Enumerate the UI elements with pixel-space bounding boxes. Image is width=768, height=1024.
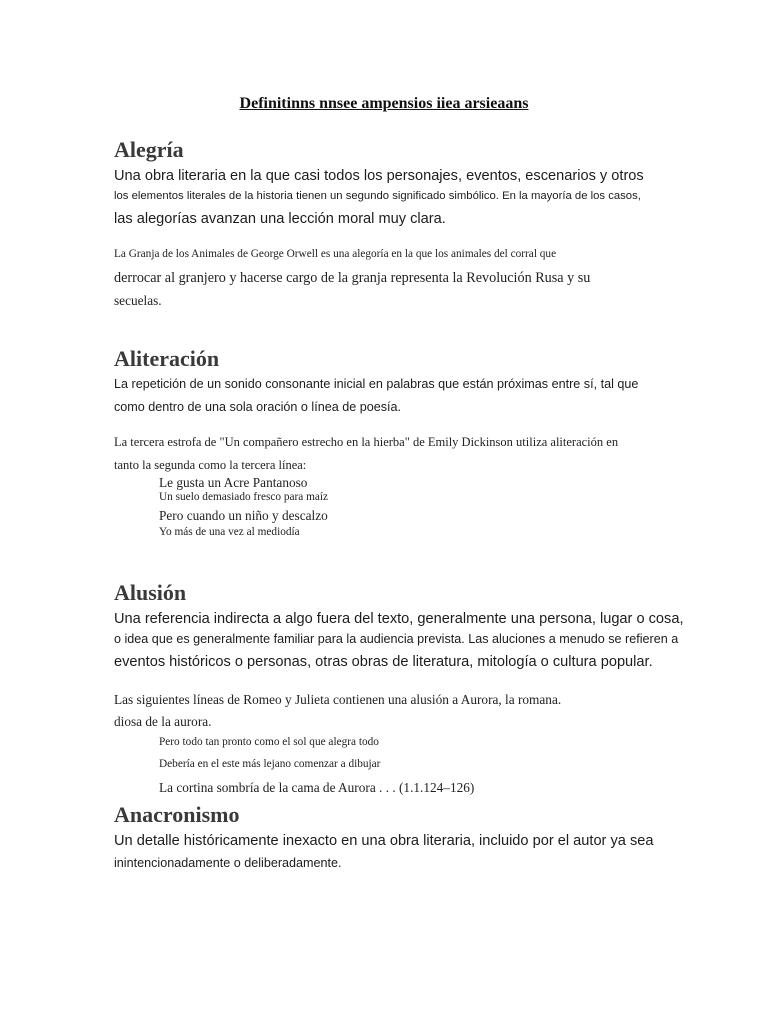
example-line: secuelas.: [114, 293, 162, 308]
definition-line: los elementos literales de la historia tienen un segundo significado simbólico. En la mayoría de los casos,: [114, 190, 641, 202]
quote-line: Pero todo tan pronto como el sol que alegra todo: [159, 736, 379, 748]
definition-line: eventos históricos o personas, otras obras de literatura, mitología o cultura popular.: [114, 654, 653, 670]
example-line: La Granja de los Animales de George Orwell es una alegoría en la que los animales del corral que: [114, 248, 557, 260]
definition-line: La repetición de un sonido consonante inicial en palabras que están próximas entre sí, tal que: [114, 377, 639, 391]
section-heading-aliteracion: Aliteración: [114, 346, 220, 371]
quote-line: La cortina sombría de la cama de Aurora . . . (1.1.124–126): [159, 780, 475, 795]
quote-line: Le gusta un Acre Pantanoso: [159, 475, 308, 490]
example-line: diosa de la aurora.: [114, 714, 212, 729]
definition-line: las alegorías avanzan una lección moral muy clara.: [114, 211, 446, 227]
definition-line: Una obra literaria en la que casi todos los personajes, eventos, escenarios y otros: [114, 168, 644, 184]
definition-line: como dentro de una sola oración o línea de poesía.: [114, 400, 402, 414]
definition-line: inintencionadamente o deliberadamente.: [114, 856, 342, 870]
example-line: tanto la segunda como la tercera línea:: [114, 458, 307, 472]
section-heading-alusion: Alusión: [114, 580, 187, 605]
example-line: Las siguientes líneas de Romeo y Julieta contienen una alusión a Aurora, la romana.: [114, 692, 562, 707]
section-heading-alegria: Alegría: [114, 137, 184, 162]
quote-line: Debería en el este más lejano comenzar a dibujar: [159, 758, 381, 770]
example-line: derrocar al granjero y hacerse cargo de la granja representa la Revolución Rusa y su: [114, 270, 591, 286]
example-line: La tercera estrofa de "Un compañero estrecho en la hierba" de Emily Dickinson utiliza aliteración en: [114, 435, 619, 449]
document-title: Definitinns nnsee ampensios iiea arsieaans: [239, 95, 529, 112]
section-heading-anacronismo: Anacronismo: [114, 802, 240, 827]
quote-line: Yo más de una vez al mediodía: [159, 526, 300, 538]
definition-line: Un detalle históricamente inexacto en una obra literaria, incluido por el autor ya sea: [114, 833, 654, 849]
definition-line: Una referencia indirecta a algo fuera del texto, generalmente una persona, lugar o cosa,: [114, 611, 684, 627]
definition-line: o idea que es generalmente familiar para la audiencia prevista. Las aluciones a menudo se refieren a: [114, 632, 679, 646]
quote-line: Un suelo demasiado fresco para maíz: [159, 491, 329, 503]
quote-line: Pero cuando un niño y descalzo: [159, 508, 328, 523]
